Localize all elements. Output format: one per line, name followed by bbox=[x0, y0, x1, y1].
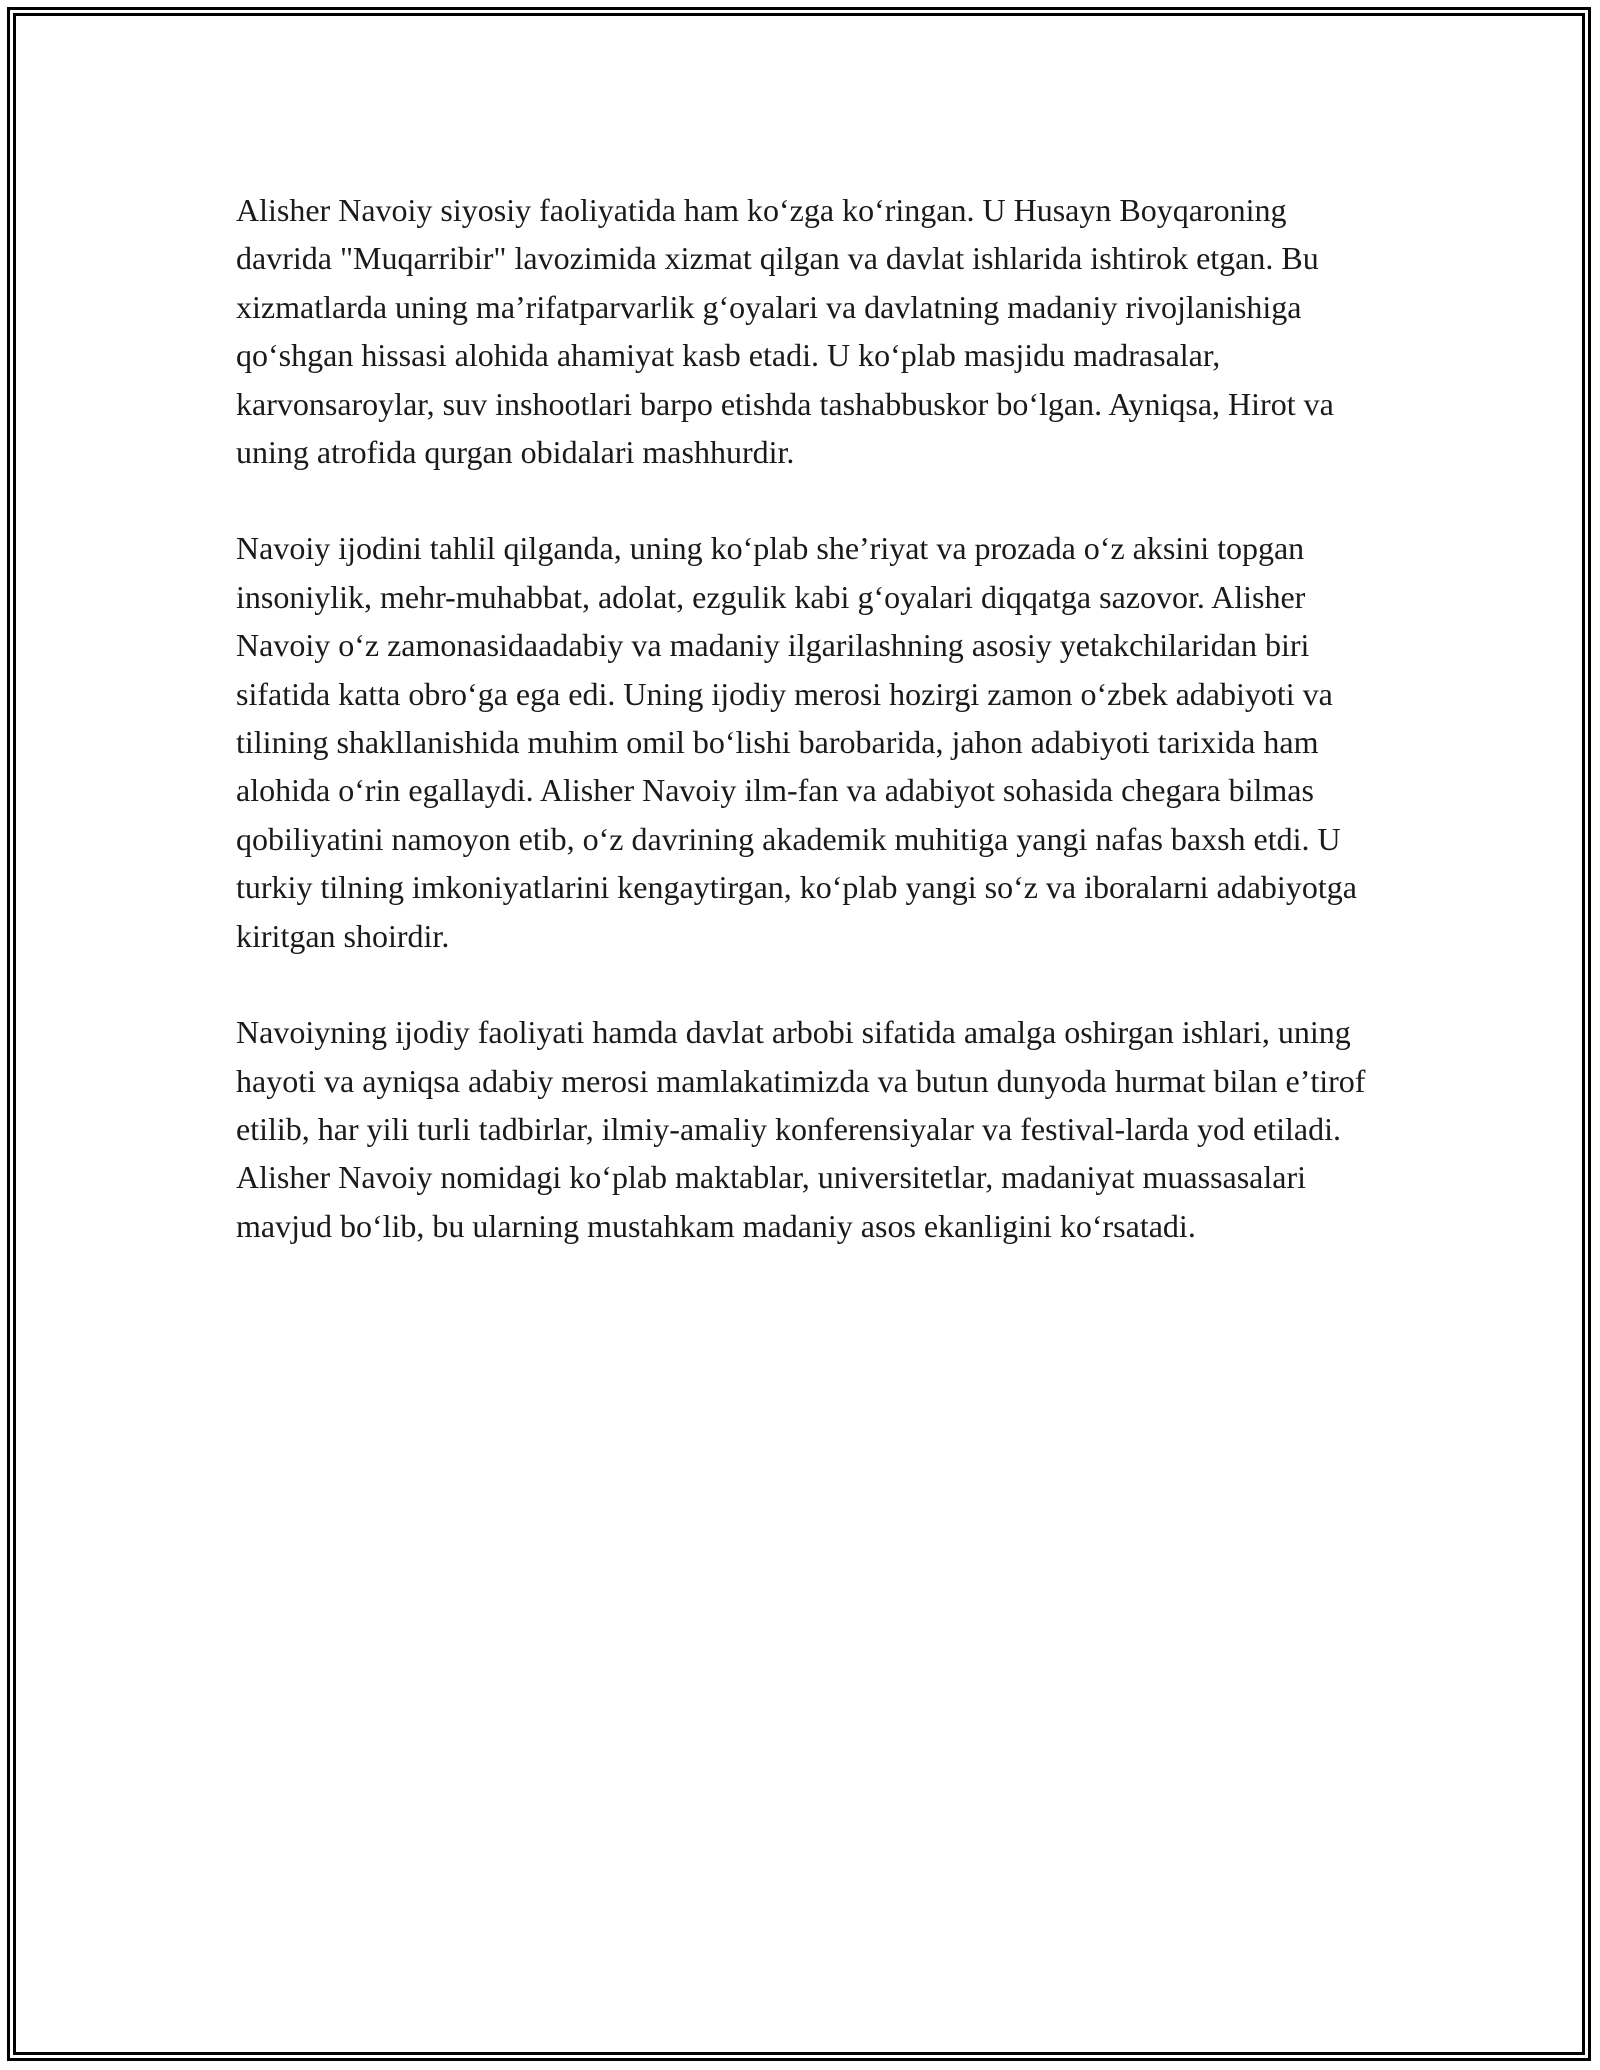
paragraph-1: Alisher Navoiy siyosiy faoliyatida ham koʻzga koʻringan. U Husayn Boyqaroning davrida "Muqarribir" lavozimida xizmat qilgan va davlat ishlarida ishtirok etgan. Bu xizmatlarda uning maʼrifatparvarlik gʻoyalari va davlatning madaniy rivojlanishiga qoʻshgan hissasi alohida ahamiyat kasb etadi. U koʻplab masjidu madrasalar, karvonsaroylar, suv inshootlari barpo etishda tashabbuskor boʻlgan. Ayniqsa, Hirot va uning atrofida qurgan obidalari mashhurdir. bbox=[236, 192, 1334, 471]
paragraph-3: Navoiyning ijodiy faoliyati hamda davlat arbobi sifatida amalga oshirgan ishlari, uning hayoti va ayniqsa adabiy merosi mamlakatimizda va butun dunyoda hurmat bilan eʼtirof etilib, har yili turli tadbirlar, ilmiy-amaliy konferensiyalar va festival-larda yod etiladi. Alisher Navoiy nomidagi koʻplab maktablar, universitetlar, madaniyat muassasalari mavjud boʻlib, bu ularning mustahkam madaniy asos ekanligini koʻrsatadi. bbox=[236, 1014, 1366, 1244]
paragraph-2: Navoiy ijodini tahlil qilganda, uning koʻplab sheʼriyat va prozada oʻz aksini topgan insoniylik, mehr-muhabbat, adolat, ezgulik kabi gʻoyalari diqqatga sazovor. Alisher Navoiy oʻz zamonasidaadabiy va madaniy ilgarilashning asosiy yetakchilaridan biri sifatida katta obroʻga ega edi. Uning ijodiy merosi hozirgi zamon oʻzbek adabiyoti va tilining shakllanishida muhim omil boʻlishi barobarida, jahon adabiyoti tarixida ham alohida oʻrin egallaydi. Alisher Navoiy ilm-fan va adabiyot sohasida chegara bilmas qobiliyatini namoyon etib, oʻz davrining akademik muhitiga yangi nafas baxsh etdi. U turkiy tilning imkoniyatlarini kengaytirgan, koʻplab yangi soʻz va iboralarni adabiyotga kiritgan shoirdir. bbox=[236, 530, 1357, 954]
document-body bbox=[236, 186, 1366, 1298]
